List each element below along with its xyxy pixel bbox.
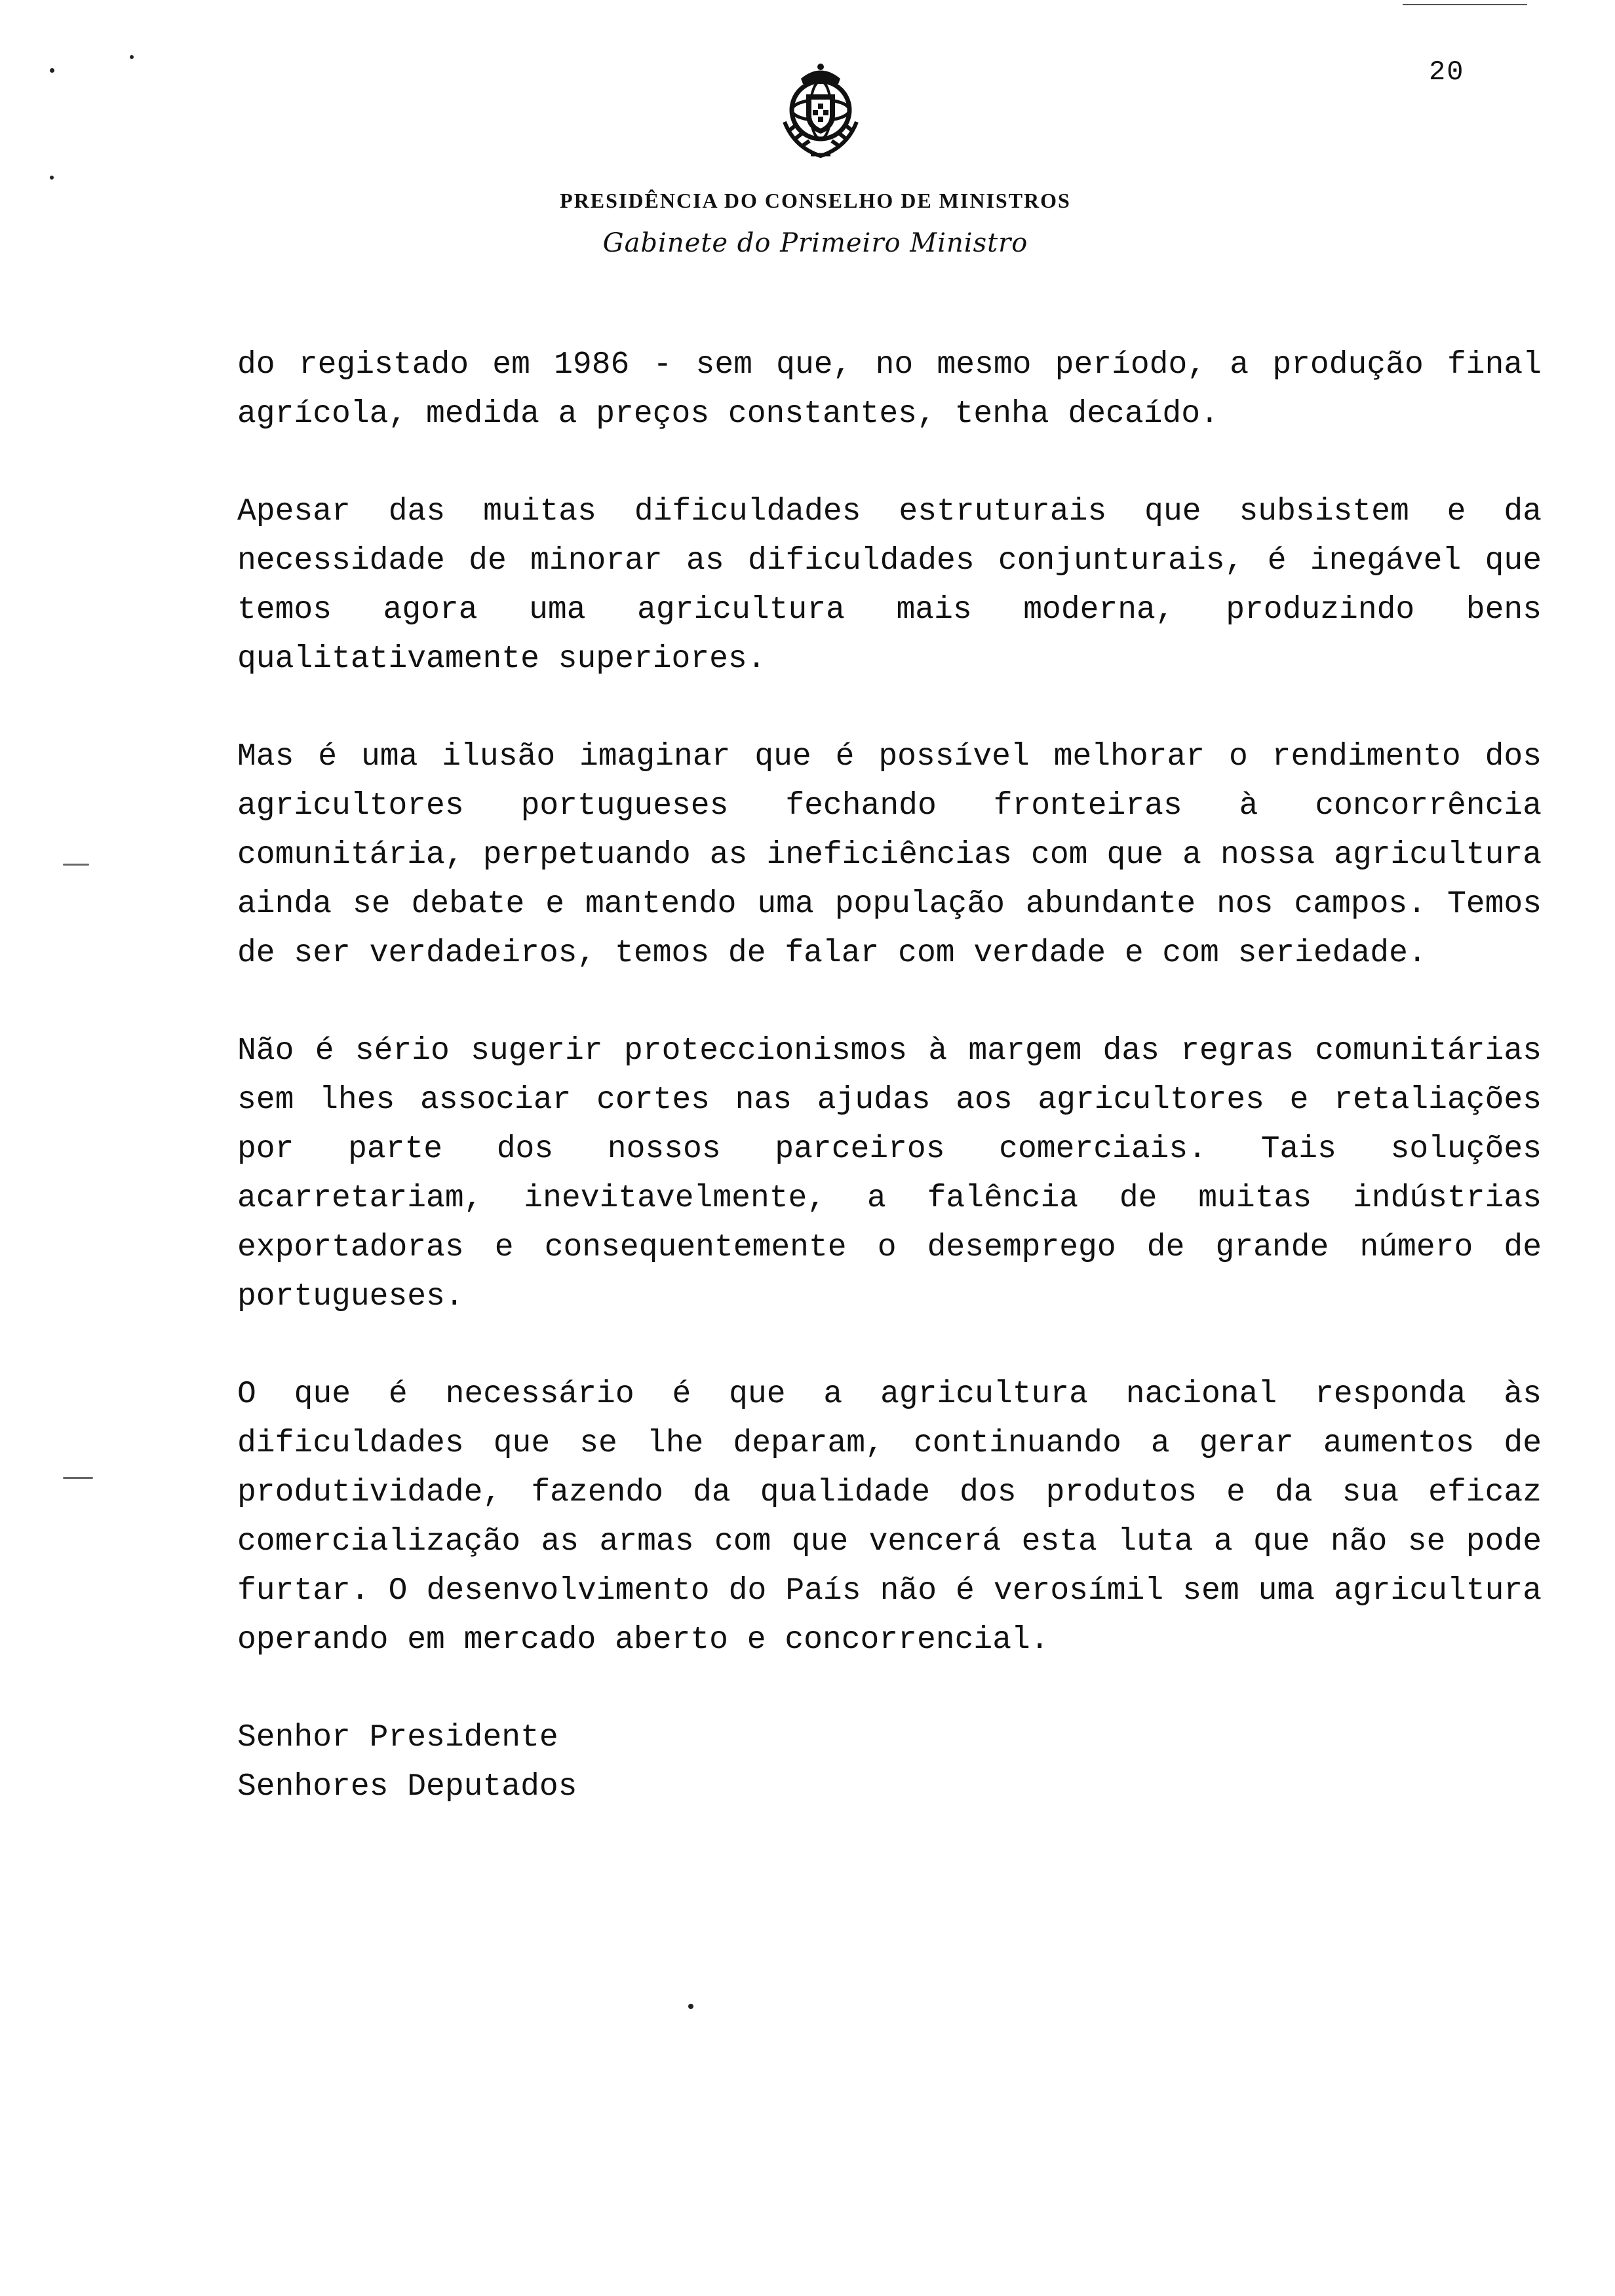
speech-body (237, 341, 1542, 1812)
institution-heading: PRESIDÊNCIA DO CONSELHO DE MINISTROS (560, 189, 1071, 212)
page-number: 20 (1429, 56, 1465, 88)
paragraph: Mas é uma ilusão imaginar que é possível melhorar o rendimento dos agricultores portugueses fechando fronteiras à concorrência comunitária, perpetuando as ineficiências com que a nossa agricultura ainda se debate e mantendo uma população abundante nos campos. Temos de ser verdadeiros, temos de falar com verdade e com seriedade. (237, 739, 1542, 971)
paragraph: Não é sério sugerir proteccionismos à margem das regras comunitárias sem lhes associar cortes nas ajudas aos agricultores e retaliações por parte dos nossos parceiros comerciais. Tais soluções acarretariam, inevitavelmente, a falência de muitas indústrias exportadoras e consequentemente o desemprego de grande número de portugueses. (237, 1033, 1542, 1314)
scan-speck (130, 55, 134, 59)
salutation-line: Senhores Deputados (237, 1769, 577, 1805)
paragraph: do registado em 1986 - sem que, no mesmo período, a produção final agrícola, medida a preços constantes, tenha decaído. (237, 347, 1542, 432)
scan-speck (63, 1477, 93, 1479)
salutation-line: Senhor Presidente (237, 1720, 558, 1755)
coat-of-arms-icon (765, 59, 876, 164)
cabinet-subheading: Gabinete do Primeiro Ministro (602, 228, 1028, 258)
scan-speck (63, 864, 89, 866)
scan-speck (688, 2004, 693, 2009)
scan-speck (50, 68, 54, 73)
paragraph: Apesar das muitas dificuldades estruturais que subsistem e da necessidade de minorar as dificuldades conjunturais, é inegável que temos agora uma agricultura mais moderna, produzindo bens qualitativamente superiores. (237, 494, 1542, 677)
scan-edge-line (1403, 4, 1527, 5)
scan-speck (50, 176, 54, 180)
paragraph: O que é necessário é que a agricultura nacional responda às dificuldades que se lhe deparam, continuando a gerar aumentos de produtividade, fazendo da qualidade dos produtos e da sua eficaz comercialização as armas com que vencerá esta luta a que não se pode furtar. O desenvolvimento do País não é verosímil sem uma agricultura operando em mercado aberto e concorrencial. (237, 1377, 1542, 1658)
